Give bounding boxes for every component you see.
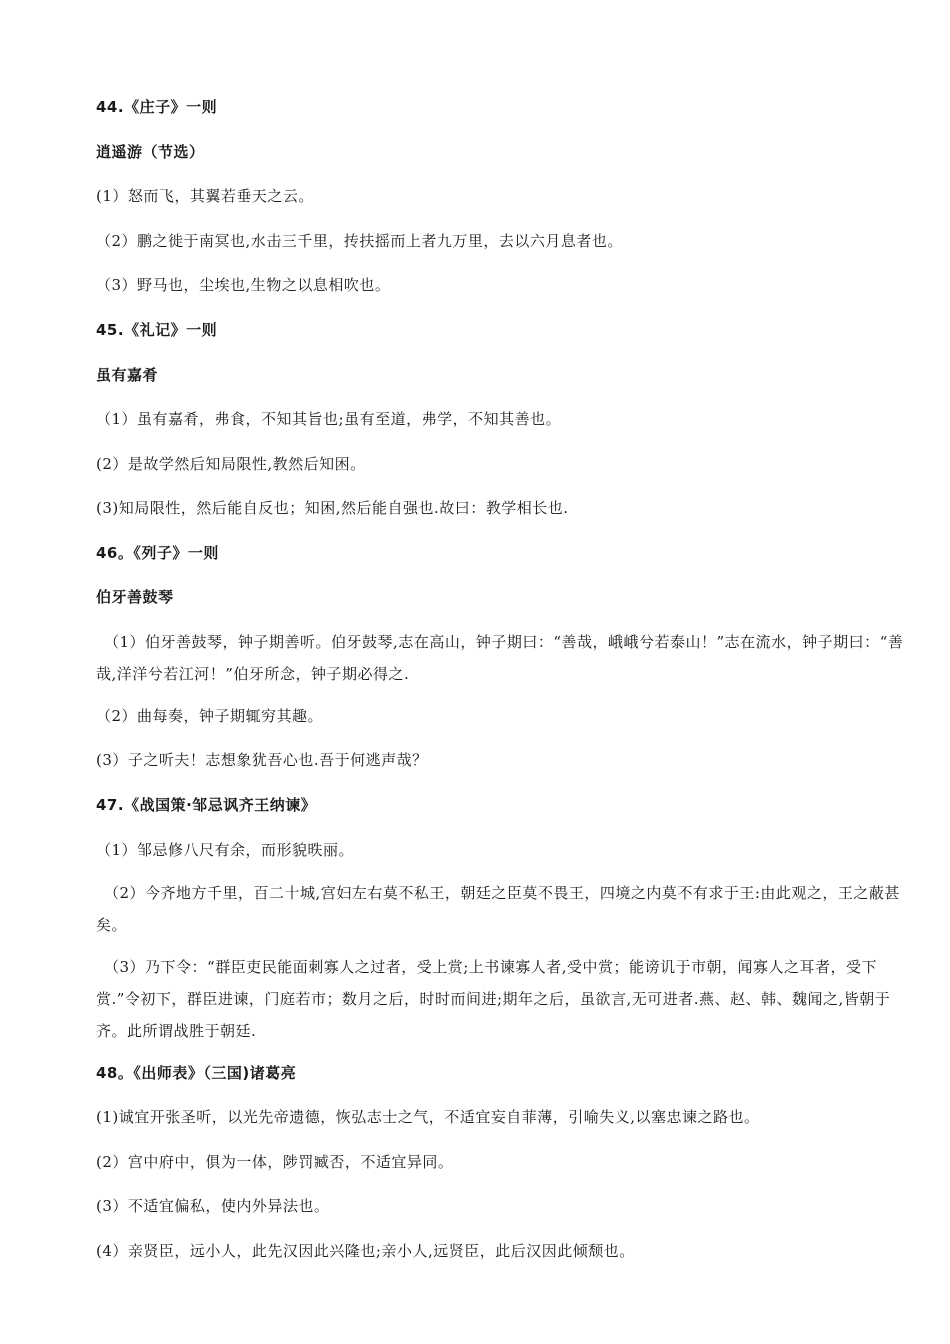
text-line: (1）怒而飞，其翼若垂天之云。 xyxy=(96,187,314,205)
text-paragraph: （1）伯牙善鼓琴，钟子期善听。伯牙鼓琴,志在高山，钟子期曰：“善哉，峨峨兮若泰山！”志在流水，钟子期曰：“善哉,洋洋兮若江河！”伯牙所念，钟子期必得之. xyxy=(96,633,904,683)
text-line: （2）曲每奏，钟子期辄穷其趣。 xyxy=(96,707,324,725)
text-line: (3)知局限性，然后能自反也；知困,然后能自强也.故曰：教学相长也. xyxy=(96,499,569,517)
text-line: （1）邹忌修八尺有余，而形貌昳丽。 xyxy=(96,841,355,859)
text-line: (2）是故学然后知局限性,教然后知困。 xyxy=(96,455,366,473)
section-subtitle-45: 虽有嘉肴 xyxy=(96,366,159,384)
text-paragraph: （2）今齐地方千里，百二十城,宫妇左右莫不私王，朝廷之臣莫不畏王，四境之内莫不有求于王:由此观之，王之蔽甚矣。 xyxy=(96,884,900,934)
text-line: （2）鹏之徙于南冥也,水击三千里，抟扶摇而上者九万里，去以六月息者也。 xyxy=(96,232,623,250)
text-line: (4）亲贤臣，远小人，此先汉因此兴隆也;亲小人,远贤臣，此后汉因此倾颓也。 xyxy=(96,1242,635,1260)
section-subtitle-46: 伯牙善鼓琴 xyxy=(96,588,174,606)
text-line: (3）子之听夫！志想象犹吾心也.吾于何逃声哉？ xyxy=(96,751,428,769)
section-heading-46: 46。《列子》一则 xyxy=(96,544,219,562)
text-paragraph: （3）乃下令：“群臣吏民能面刺寡人之过者，受上赏;上书谏寡人者,受中赏；能谤讥于市朝，闻寡人之耳者，受下赏.”令初下，群臣进谏，门庭若市；数月之后，时时而间进;期年之后，虽欲言,无可进者.燕、赵、韩、魏闻之,皆朝于齐。此所谓战胜于朝廷. xyxy=(96,958,891,1040)
section-heading-44: 44.《庄子》一则 xyxy=(96,98,218,116)
section-heading-45: 45.《礼记》一则 xyxy=(96,321,218,339)
text-line: (3）不适宜偏私，使内外异法也。 xyxy=(96,1197,330,1215)
text-line: (1)诚宜开张圣听，以光先帝遗德，恢弘志士之气，不适宜妄自菲薄，引喻失义,以塞忠谏之路也。 xyxy=(96,1108,760,1126)
section-heading-48: 48。《出师表》（三国)诸葛亮 xyxy=(96,1064,297,1082)
text-line: （3）野马也，尘埃也,生物之以息相吹也。 xyxy=(96,276,391,294)
section-subtitle-44: 逍遥游（节选） xyxy=(96,143,205,161)
text-line: （1）虽有嘉肴，弗食，不知其旨也;虽有至道，弗学，不知其善也。 xyxy=(96,410,562,428)
text-line: (2）宫中府中，俱为一体，陟罚臧否，不适宜异同。 xyxy=(96,1153,454,1171)
section-heading-47: 47.《战国策·邹忌讽齐王纳谏》 xyxy=(96,796,317,814)
